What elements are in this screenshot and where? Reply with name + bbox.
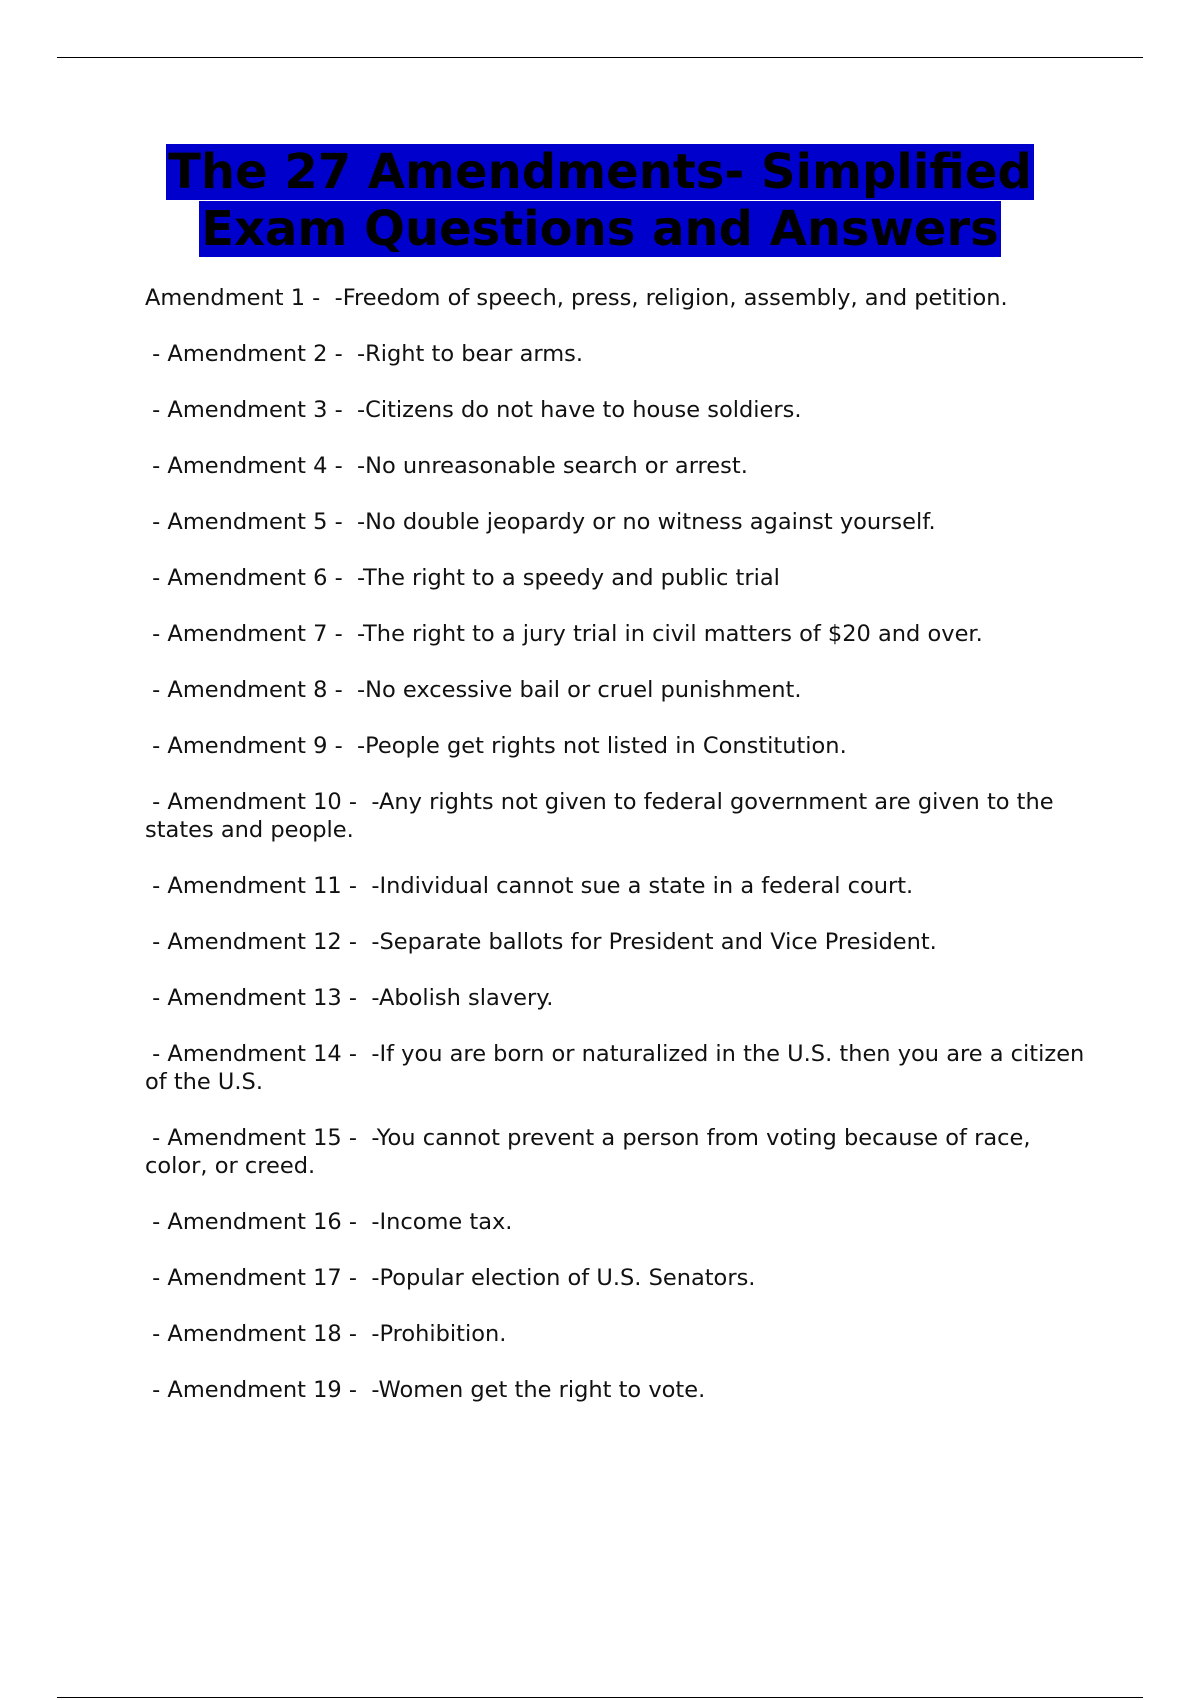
bottom-rule <box>57 1697 1143 1698</box>
amendment-entry: - Amendment 4 - -No unreasonable search or arrest. <box>145 453 748 479</box>
amendment-list <box>145 284 1092 1432</box>
amendment-entry: - Amendment 2 - -Right to bear arms. <box>145 341 584 367</box>
amendment-entry: - Amendment 19 - -Women get the right to vote. <box>145 1377 706 1403</box>
amendment-entry: - Amendment 7 - -The right to a jury trial in civil matters of $20 and over. <box>145 621 983 647</box>
amendment-entry: - Amendment 12 - -Separate ballots for President and Vice President. <box>145 929 937 955</box>
title-line-1: The 27 Amendments- Simplified <box>168 144 1032 200</box>
amendment-entry: - Amendment 14 - -If you are born or naturalized in the U.S. then you are a citizen of the U.S. <box>145 1041 1092 1095</box>
amendment-entry: - Amendment 5 - -No double jeopardy or no witness against yourself. <box>145 509 936 535</box>
amendment-entry: - Amendment 6 - -The right to a speedy and public trial <box>145 565 780 591</box>
amendment-entry: Amendment 1 - -Freedom of speech, press, religion, assembly, and petition. <box>145 285 1008 311</box>
document-title <box>0 144 1200 258</box>
amendment-entry: - Amendment 18 - -Prohibition. <box>145 1321 507 1347</box>
amendment-entry: - Amendment 17 - -Popular election of U.S. Senators. <box>145 1265 756 1291</box>
title-line-2: Exam Questions and Answers <box>201 201 999 257</box>
amendment-entry: - Amendment 10 - -Any rights not given to federal government are given to the states and people. <box>145 789 1061 843</box>
amendment-entry: - Amendment 15 - -You cannot prevent a person from voting because of race, color, or creed. <box>145 1125 1038 1179</box>
amendment-entry: - Amendment 8 - -No excessive bail or cruel punishment. <box>145 677 802 703</box>
top-rule <box>57 57 1143 58</box>
amendment-entry: - Amendment 13 - -Abolish slavery. <box>145 985 554 1011</box>
amendment-entry: - Amendment 11 - -Individual cannot sue a state in a federal court. <box>145 873 914 899</box>
amendment-entry: - Amendment 16 - -Income tax. <box>145 1209 513 1235</box>
amendment-entry: - Amendment 3 - -Citizens do not have to house soldiers. <box>145 397 802 423</box>
amendment-entry: - Amendment 9 - -People get rights not listed in Constitution. <box>145 733 847 759</box>
